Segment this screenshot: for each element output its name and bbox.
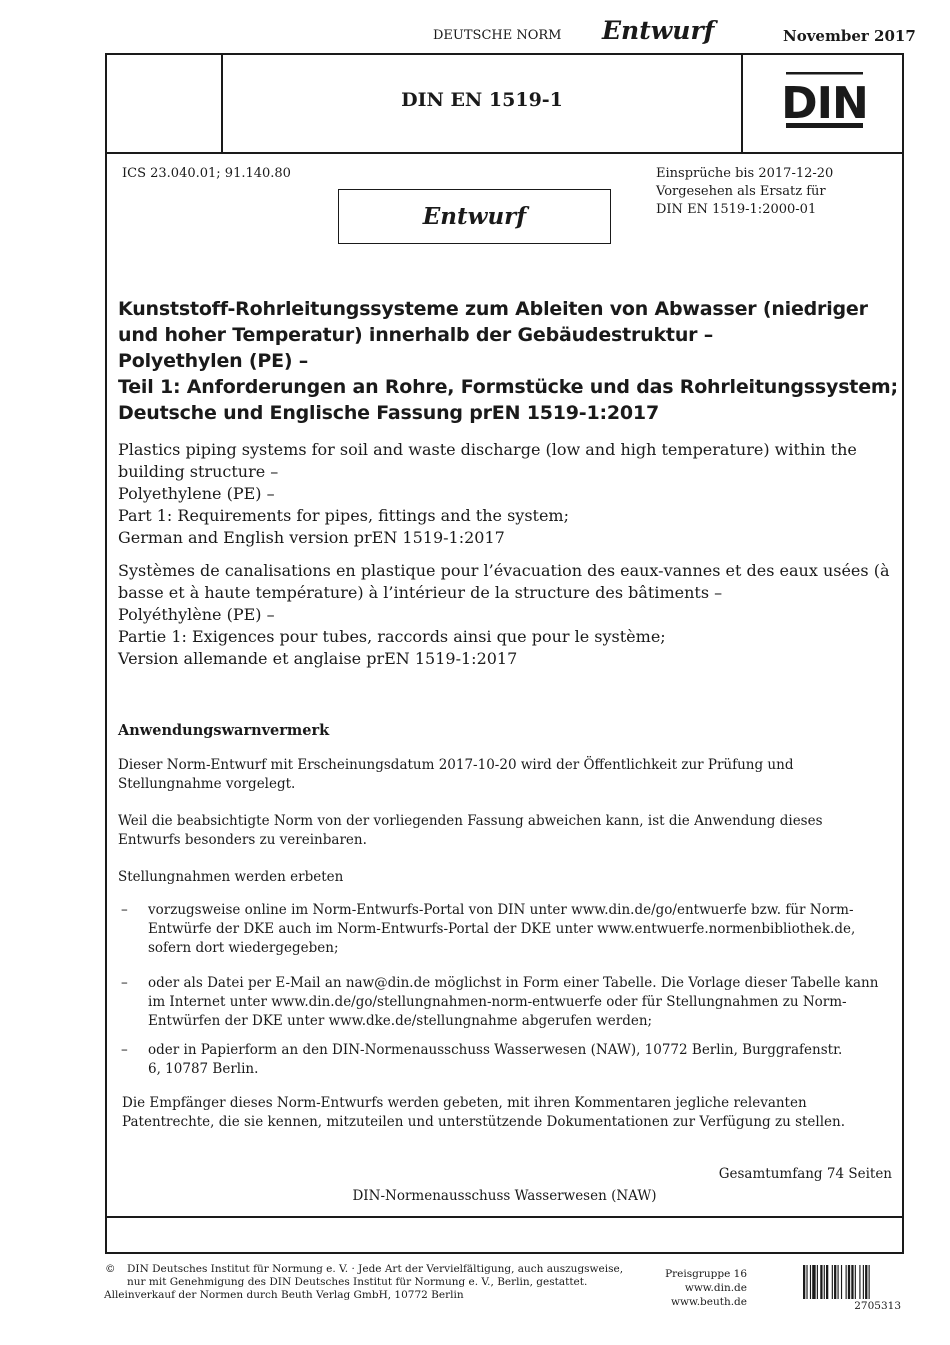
bullet-text: vorzugsweise online im Norm-Entwurfs-Portal von DIN unter www.din.de/go/entwuerfe bzw. für Norm-Entwürfe der DKE auch im Norm-Entwurfs-Portal der DKE unter www.entwuerfe.normenbibliothek.de, sofern dort wiedergegeben; <box>148 902 856 956</box>
copyright-line: nur mit Genehmigung des DIN Deutsches Institut für Normung e. V., Berlin, gestattet. <box>127 1276 588 1288</box>
copyright-line: DIN Deutsches Institut für Normung e. V. · Jede Art der Vervielfältigung, auch auszugsweise, <box>127 1263 624 1275</box>
title-english-line: German and English version prEN 1519-1:2017 <box>118 528 505 547</box>
title-french-line: Systèmes de canalisations en plastique pour l’évacuation des eaux-vannes et des eaux usées (à <box>118 561 890 580</box>
title-english-line: building structure – <box>118 462 279 481</box>
barcode <box>803 1265 901 1299</box>
barcode-bar <box>812 1265 815 1299</box>
title-german-line: Deutsche und Englische Fassung prEN 1519-1:2017 <box>118 402 659 424</box>
draft-box-label: Entwurf <box>422 203 527 230</box>
footer-top-rule <box>105 1216 904 1218</box>
barcode-bar <box>838 1265 839 1299</box>
barcode-bar <box>832 1265 833 1299</box>
title-german <box>118 296 898 426</box>
title-english-line: Part 1: Requirements for pipes, fittings and the system; <box>118 506 569 525</box>
barcode-bar <box>834 1265 836 1299</box>
replacement-note: Vorgesehen als Ersatz für <box>656 184 826 199</box>
header-divider-right <box>741 53 743 154</box>
website-beuth: www.beuth.de <box>670 1296 747 1308</box>
barcode-bar <box>810 1265 811 1299</box>
barcode-bar <box>803 1265 805 1299</box>
title-english-line: Polyethylene (PE) – <box>118 484 275 503</box>
website-din: www.din.de <box>684 1282 747 1294</box>
title-french-line: basse et à haute température) à l’intérieur de la structure des bâtiments – <box>118 583 723 602</box>
draft-label: Entwurf <box>602 16 715 45</box>
warning-paragraph: Weil die beabsichtigte Norm von der vorliegenden Fassung abweichen kann, ist die Anwendung dieses Entwurfs besonders zu vereinbaren. <box>118 813 823 848</box>
barcode-bar <box>846 1265 847 1299</box>
publication-date: November 2017 <box>783 27 916 45</box>
title-french <box>118 560 898 670</box>
bullet-dash: – <box>121 975 128 991</box>
barcode-graphic <box>803 1265 901 1299</box>
list-item <box>121 1041 856 1081</box>
barcode-bar <box>817 1265 818 1299</box>
din-logo-text: DIN <box>781 78 868 129</box>
barcode-number: 2705313 <box>854 1300 901 1312</box>
warning-paragraph: Stellungnahmen werden erbeten <box>118 869 344 885</box>
title-english <box>118 439 898 549</box>
standard-type: DEUTSCHE NORM <box>433 28 562 43</box>
title-german-line: Polyethylen (PE) – <box>118 350 309 372</box>
din-logo <box>781 72 868 129</box>
price-group: Preisgruppe 16 <box>665 1268 747 1280</box>
total-pages: Gesamtumfang 74 Seiten <box>718 1166 892 1182</box>
patent-notice: Die Empfänger dieses Norm-Entwurfs werden gebeten, mit ihren Kommentaren jegliche relevanten Patentrechte, die sie kennen, mitzuteilen und unterstützende Dokumentationen zur Verfügung zu stellen. <box>122 1095 846 1130</box>
barcode-bar <box>869 1265 870 1299</box>
copyright-symbol: © <box>105 1263 116 1275</box>
list-item <box>121 974 891 1034</box>
ics-codes: ICS 23.040.01; 91.140.80 <box>122 166 291 181</box>
bullet-dash: – <box>121 1042 128 1058</box>
draft-box <box>338 189 611 244</box>
title-german-line: Teil 1: Anforderungen an Rohre, Formstücke und das Rohrleitungssystem; <box>118 376 898 398</box>
replaced-standard: DIN EN 1519-1:2000-01 <box>656 202 817 217</box>
barcode-bar <box>841 1265 842 1299</box>
barcode-bar <box>863 1265 864 1299</box>
title-french-line: Version allemande et anglaise prEN 1519-1:2017 <box>118 649 518 668</box>
title-german-line: Kunststoff-Rohrleitungssysteme zum Ableiten von Abwasser (niedriger <box>118 298 868 320</box>
title-german-line: und hoher Temperatur) innerhalb der Gebäudestruktur – <box>118 324 714 346</box>
barcode-bar <box>820 1265 822 1299</box>
bullet-text: oder als Datei per E-Mail an naw@din.de möglichst in Form einer Tabelle. Die Vorlage dieser Tabelle kann im Internet unter www.din.de/go/stellungnahmen-norm-entwuerfe oder für Stellungnahmen zu Norm-Entwürfen der DKE unter www.dke.de/stellungnahme abgerufen werden; <box>148 975 879 1029</box>
title-french-line: Partie 1: Exigences pour tubes, raccords ainsi que pour le système; <box>118 627 666 646</box>
barcode-bar <box>859 1265 860 1299</box>
list-item <box>121 901 891 961</box>
objections-date: Einsprüche bis 2017-12-20 <box>656 166 834 181</box>
bullet-dash: – <box>121 902 128 918</box>
barcode-bar <box>826 1265 828 1299</box>
warning-paragraph: Dieser Norm-Entwurf mit Erscheinungsdatum 2017-10-20 wird der Öffentlichkeit zur Prüfung und Stellungnahme vorgelegt. <box>118 757 794 792</box>
barcode-bar <box>806 1265 807 1299</box>
barcode-bar <box>848 1265 850 1299</box>
bullet-text: oder in Papierform an den DIN-Normenausschuss Wasserwesen (NAW), 10772 Berlin, Burggrafenstr. 6, 10787 Berlin. <box>148 1042 843 1077</box>
title-french-line: Polyéthylène (PE) – <box>118 605 275 624</box>
barcode-bar <box>851 1265 853 1299</box>
title-english-line: Plastics piping systems for soil and waste discharge (low and high temperature) within the <box>118 440 857 459</box>
copyright-line: Alleinverkauf der Normen durch Beuth Verlag GmbH, 10772 Berlin <box>104 1289 464 1301</box>
warning-heading: Anwendungswarnvermerk <box>118 722 330 739</box>
barcode-bar <box>824 1265 825 1299</box>
barcode-bar <box>855 1265 856 1299</box>
barcode-bar <box>865 1265 867 1299</box>
header-bottom-rule <box>105 152 904 154</box>
din-logo-graphic <box>781 72 868 129</box>
document-number: DIN EN 1519-1 <box>401 89 563 111</box>
committee-name: DIN-Normenausschuss Wasserwesen (NAW) <box>352 1188 657 1204</box>
